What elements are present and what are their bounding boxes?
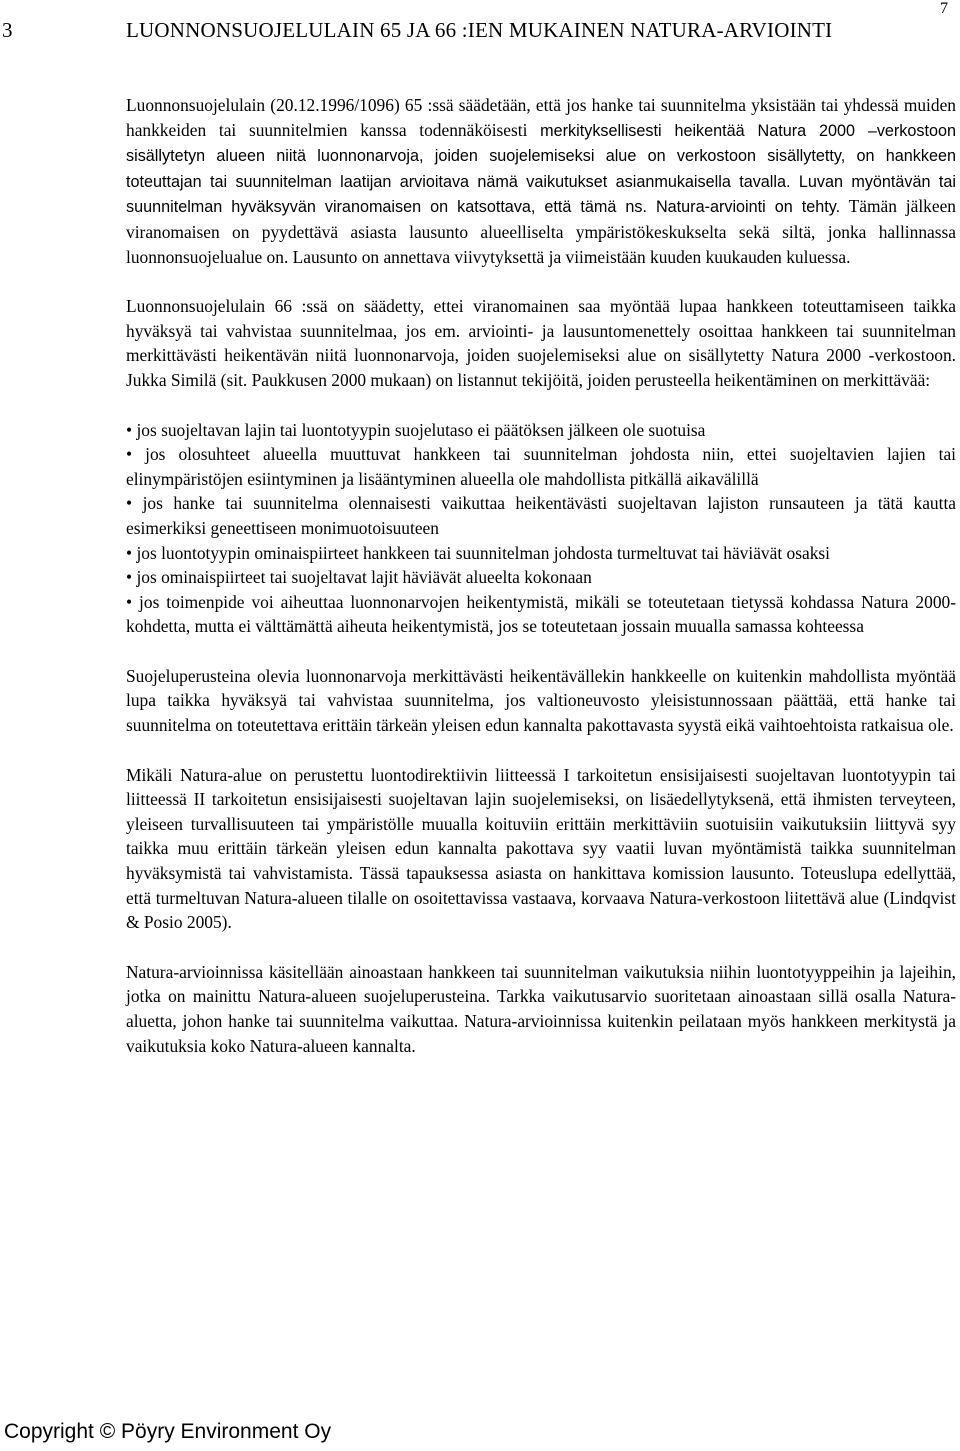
criteria-list <box>126 418 956 639</box>
section-title: LUONNONSUOJELULAIN 65 JA 66 :IEN MUKAINEN NATURA-ARVIOINTI <box>126 18 833 42</box>
paragraph-2: Luonnonsuojelulain 66 :ssä on säädetty, ettei viranomainen saa myöntää lupaa hankkeen toteuttamiseen taikka hyväksyä tai vahvistaa suunnitelmaa, jos em. arviointi- ja lausuntomenettely osoittaa hankkeen tai suunnitelman merkittävästi heikentävän niitä luonnonarvoja, joiden suojelemiseksi alue on sisällytetty Natura 2000 -verkostoon. Jukka Similä (sit. Paukkusen 2000 mukaan) on listannut tekijöitä, joiden perusteella heikentäminen on merkittävää: <box>126 296 956 390</box>
paragraph-1-start: Luonnonsuojelulain (20.12.1996/1096) 65 :ssä säädetään, että jos hanke tai suunnitelma yksistään tai yhdessä muiden hankkeiden tai suunnitelmien kanssa todennäköisesti <box>126 95 956 140</box>
paragraph-1-sans: merkityksellisesti heikentää Natura 2000 –verkostoon sisällytetyn alueen niitä luonnonarvoja, joiden suojelemiseksi alue on verkostoon sisällytetty, on hankkeen toteuttajan tai suunnitelman laatijan arvioitava nämä vaikutukset asianmukaisella tavalla. Luvan myöntävän tai suunnitelman hyväksyvän viranomaisen on katsottava, että tämä ns. Natura-arviointi on tehty. <box>126 121 957 217</box>
copyright-footer: Copyright © Pöyry Environment Oy <box>4 1420 332 1443</box>
list-item: • jos toimenpide voi aiheuttaa luonnonarvojen heikentymistä, mikäli se toteutetaan tietyssä kohdassa Natura 2000-kohdetta, mutta ei välttämättä aiheuta heikentymistä, jos se toteutetaan jossain muualla samassa kohteessa <box>126 590 956 639</box>
list-item: • jos hanke tai suunnitelma olennaisesti vaikuttaa heikentävästi suojeltavan lajiston runsauteen ja tätä kautta esimerkiksi geneettiseen monimuotoisuuteen <box>126 491 956 540</box>
list-item: • jos ominaispiirteet tai suojeltavat lajit häviävät alueelta kokonaan <box>126 565 956 590</box>
page-number: 7 <box>940 0 948 17</box>
list-item: • jos olosuhteet alueella muuttuvat hankkeen tai suunnitelman johdosta niin, ettei suojeltavien lajien tai elinympäristöjen esiintyminen ja lisääntyminen alueella ole mahdollista pitkällä aikavälillä <box>126 442 956 491</box>
paragraph-3: Suojeluperusteina olevia luonnonarvoja merkittävästi heikentävällekin hankkeelle on kuitenkin mahdollista myöntää lupa taikka hyväksyä tai vahvistaa suunnitelma, jos valtioneuvosto yleisistunnossaan päättää, että hanke tai suunnitelma on toteutettava erittäin tärkeän yleisen edun kannalta pakottavasta syystä eikä vaihtoehtoista ratkaisua ole. <box>126 665 956 736</box>
paragraph-4: Mikäli Natura-alue on perustettu luontodirektiivin liitteessä I tarkoitetun ensisijaisesti suojeltavan luontotyypin tai liitteessä II tarkoitetun ensisijaisesti suojeltavan lajin suojelemiseksi, on lisäedellytyksenä, että ihmisten terveyteen, yleiseen turvallisuuteen tai ympäristölle muualla koituviin erittäin merkittäviin suotuisiin vaikutuksiin liittyvä syy taikka muu erittäin tärkeän yleisen edun kannalta pakottava syy vaatii luvan myöntämistä taikka suunnitelman hyväksymistä tai vahvistamista. Tässä tapauksessa asiasta on hankittava komission lausunto. Toteuslupa edellyttää, että turmeltuvan Natura-alueen tilalle on osoitettavissa vastaava, korvaava Natura-verkostoon liitettävä alue (Lindqvist & Posio 2005). <box>126 764 956 933</box>
list-item: • jos luontotyypin ominaispiirteet hankkeen tai suunnitelman johdosta turmeltuvat tai häviävät osaksi <box>126 541 956 566</box>
paragraph-1 <box>126 93 956 269</box>
section-heading <box>2 18 960 43</box>
paragraph-1-end: Tämän jälkeen viranomaisen on pyydettävä asiasta lausunto alueelliselta ympäristökeskukselta sekä siltä, jonka hallinnassa luonnonsuojelualue on. Lausunto on annettava viivytyksettä ja viimeistään kuuden kuukauden kuluessa. <box>126 196 956 267</box>
list-item: • jos suojeltavan lajin tai luontotyypin suojelutaso ei päätöksen jälkeen ole suotuisa <box>126 418 956 443</box>
section-number: 3 <box>2 18 13 42</box>
paragraph-5: Natura-arvioinnissa käsitellään ainoastaan hankkeen tai suunnitelman vaikutuksia niihin luontotyyppeihin ja lajeihin, jotka on mainittu Natura-alueen suojeluperusteina. Tarkka vaikutusarvio suoritetaan ainoastaan sillä osalla Natura-aluetta, johon hanke tai suunnitelma vaikuttaa. Natura-arvioinnissa kuitenkin peilataan myös hankkeen merkitystä ja vaikutuksia koko Natura-alueen kannalta. <box>126 961 956 1056</box>
document-body <box>126 93 956 1083</box>
